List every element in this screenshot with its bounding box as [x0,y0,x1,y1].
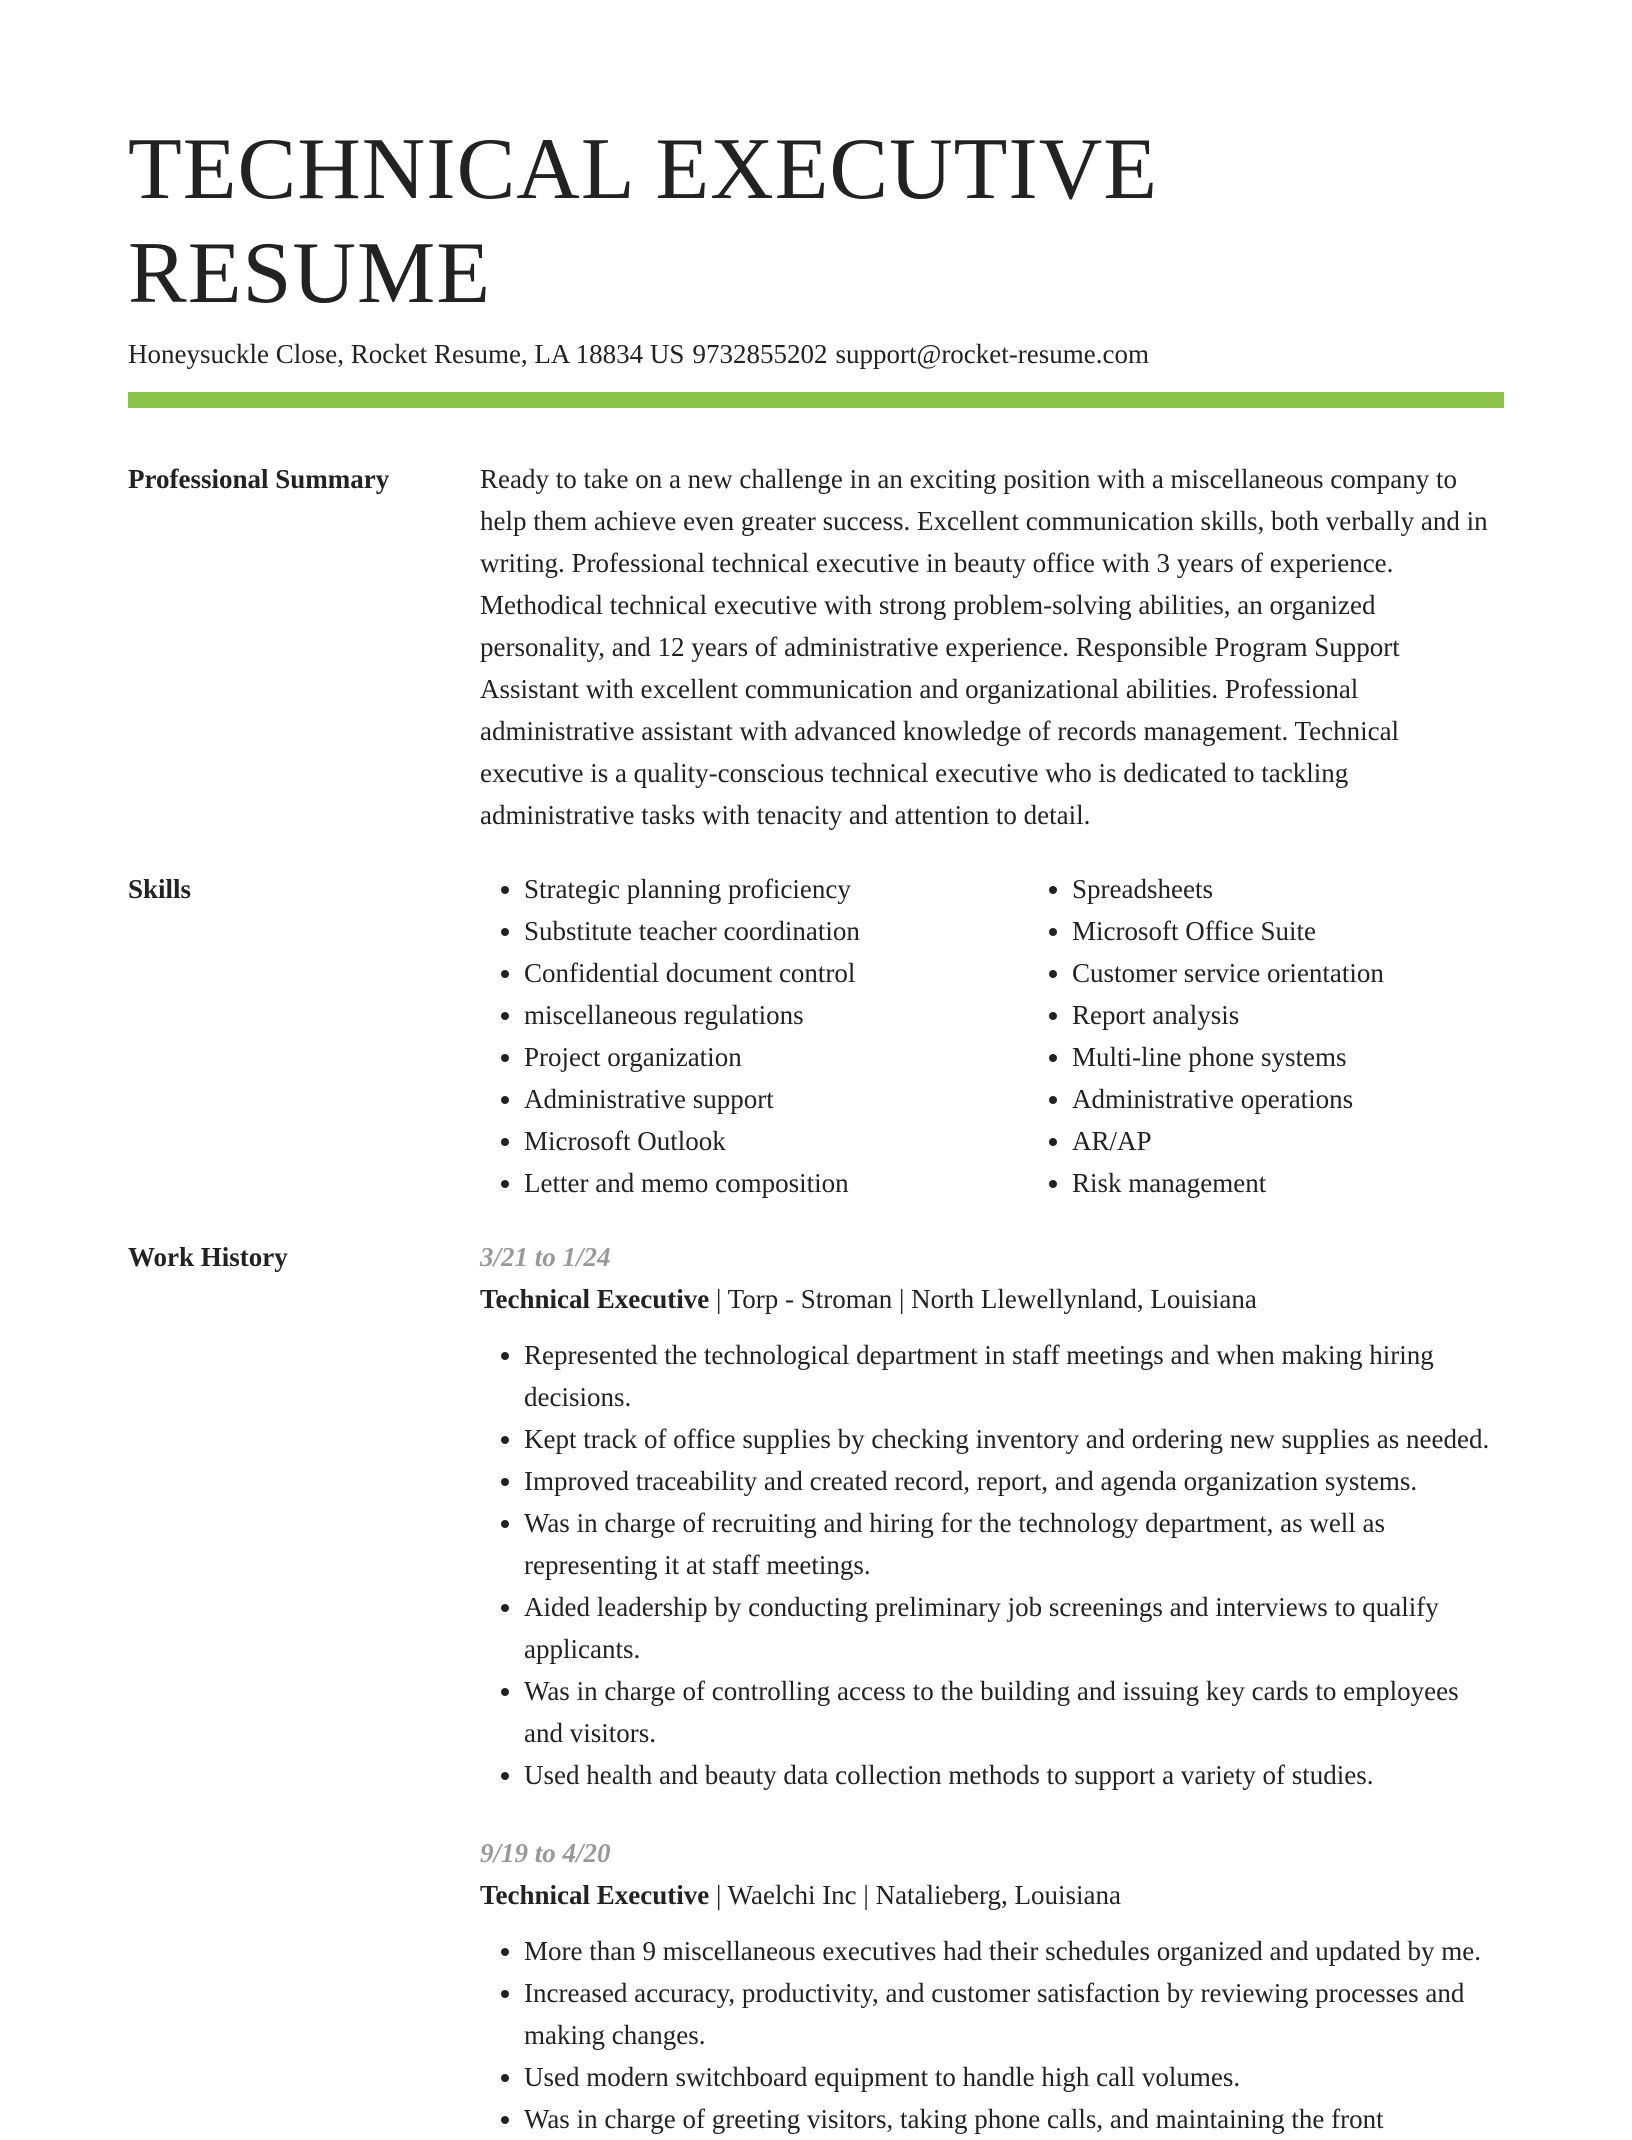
skills-list-left [480,868,1028,1204]
skill-item: • Report analysis [1072,994,1576,1036]
section-label-work-history: Work History [128,1242,288,1272]
job-bullets [480,1930,1504,2140]
header-rule [128,392,1504,408]
skill-item: • Confidential document control [524,952,1028,994]
job-entry [480,1236,1504,1796]
job-title: Technical Executive [480,1284,710,1314]
skills-list-right [1028,868,1576,1204]
job-bullet: • Was in charge of recruiting and hiring for the technology department, as well as representing it at staff meetings. [524,1502,1504,1586]
job-role [480,1278,1504,1320]
section-label-summary: Professional Summary [128,464,390,494]
job-dates: 3/21 to 1/24 [480,1242,611,1272]
summary-text: Ready to take on a new challenge in an exciting position with a miscellaneous company to help them achieve even greater success. Excellent communication skills, both verbally and in writing. Professional technical executive in beauty office with 3 years of experience. Methodical technical executive with strong problem-solving abilities, an organized personality, and 12 years of administrative experience. Responsible Program Support Assistant with excellent communication and organizational abilities. Professional administrative assistant with advanced knowledge of records management. Technical executive is a quality-conscious technical executive who is dedicated to tackling administrative tasks with tenacity and attention to detail. [480,464,1488,830]
job-role [480,1874,1504,1916]
job-dates: 9/19 to 4/20 [480,1838,611,1868]
job-bullets [480,1334,1504,1796]
job-bullet: • Used modern switchboard equipment to handle high call volumes. [524,2056,1504,2098]
skill-item: • Customer service orientation [1072,952,1576,994]
work-history-section [128,1236,1504,2140]
job-details: | Waelchi Inc | Natalieberg, Louisiana [709,1880,1121,1910]
job-bullet: • Aided leadership by conducting preliminary job screenings and interviews to qualify applicants. [524,1586,1504,1670]
resume-title: TECHNICAL EXECUTIVE RESUME [128,121,1159,322]
email: support@rocket-resume.com [835,339,1149,369]
skill-item: • Microsoft Outlook [524,1120,1028,1162]
section-label-skills: Skills [128,874,192,904]
skill-item: • Strategic planning proficiency [524,868,1028,910]
job-bullet: • More than 9 miscellaneous executives had their schedules organized and updated by me. [524,1930,1504,1972]
job-bullet: • Represented the technological department in staff meetings and when making hiring decisions. [524,1334,1504,1418]
skill-item: • Multi-line phone systems [1072,1036,1576,1078]
skill-item: • AR/AP [1072,1120,1576,1162]
job-bullet: • Kept track of office supplies by checking inventory and ordering new supplies as needed. [524,1418,1504,1460]
contact-line [128,336,1504,372]
job-bullet: • Used health and beauty data collection methods to support a variety of studies. [524,1754,1504,1796]
skill-item: • Risk management [1072,1162,1576,1204]
skill-item: • Administrative support [524,1078,1028,1120]
skill-item: • Spreadsheets [1072,868,1576,910]
skills-section [128,868,1504,1204]
job-title: Technical Executive [480,1880,710,1910]
job-details: | Torp - Stroman | North Llewellynland, Louisiana [709,1284,1257,1314]
job-bullet: • Was in charge of greeting visitors, taking phone calls, and maintaining the front [524,2098,1504,2140]
summary-section [128,458,1504,836]
job-bullet: • Improved traceability and created record, report, and agenda organization systems. [524,1460,1504,1502]
skill-item: • Letter and memo composition [524,1162,1028,1204]
skill-item: • miscellaneous regulations [524,994,1028,1036]
skill-item: • Project organization [524,1036,1028,1078]
job-entry [480,1832,1504,2140]
resume-page [128,118,1504,2140]
phone: 9732855202 [692,339,828,369]
skill-item: • Substitute teacher coordination [524,910,1028,952]
skill-item: • Microsoft Office Suite [1072,910,1576,952]
job-bullet: • Was in charge of controlling access to the building and issuing key cards to employees and visitors. [524,1670,1504,1754]
address: Honeysuckle Close, Rocket Resume, LA 18834 US [128,339,685,369]
skill-item: • Administrative operations [1072,1078,1576,1120]
job-bullet: • Increased accuracy, productivity, and customer satisfaction by reviewing processes and making changes. [524,1972,1504,2056]
